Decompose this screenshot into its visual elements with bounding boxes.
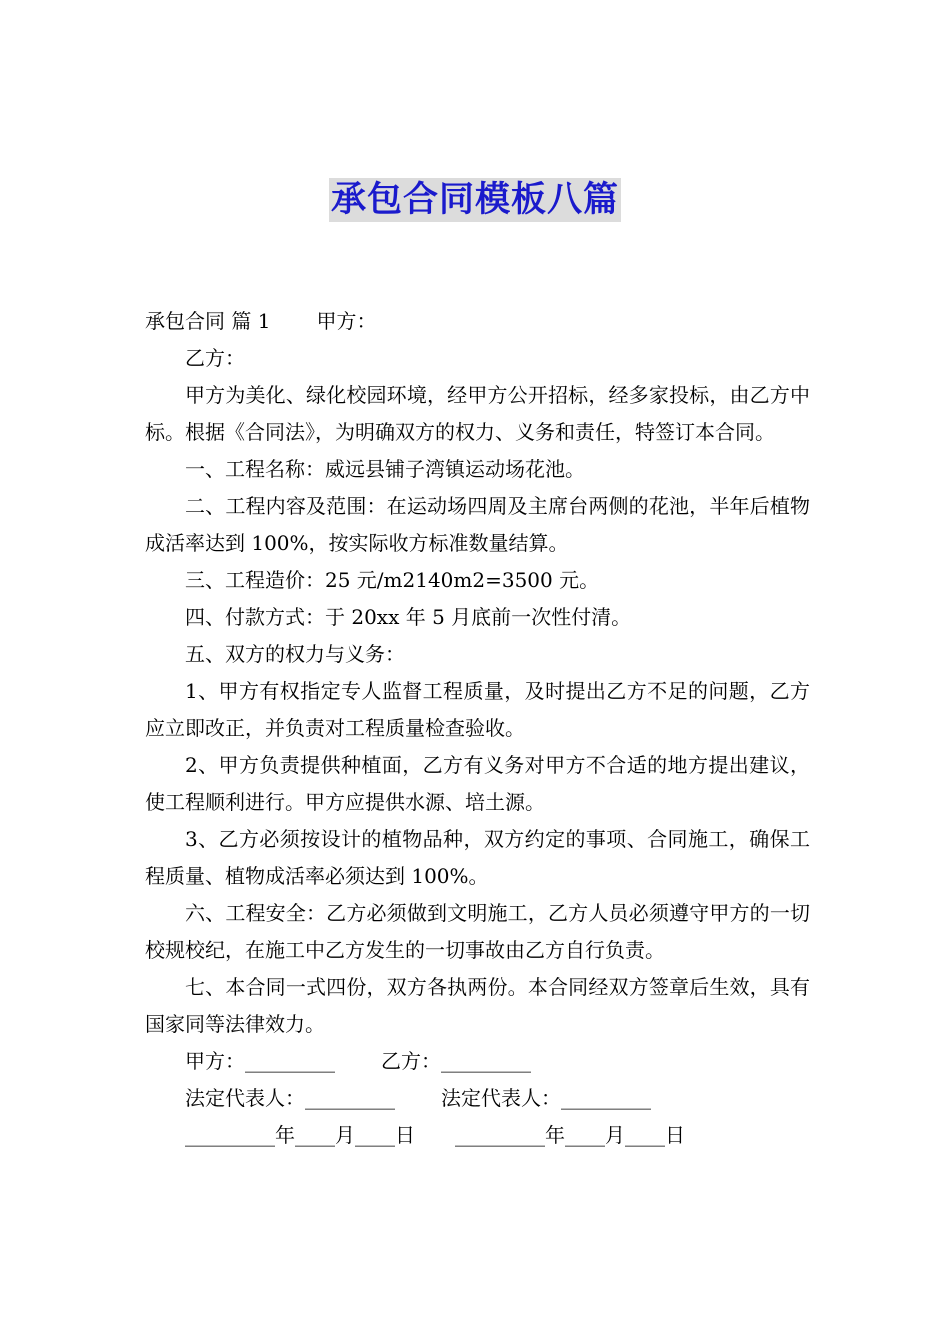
title-block [0, 178, 950, 222]
signature-date-a: _________年____月____日 [185, 1123, 415, 1147]
paragraph: 二、工程内容及范围：在运动场四周及主席台两侧的花池，半年后植物成活率达到 100%，按实际收方标准数量结算。 [145, 494, 810, 555]
signature-rep-a: 法定代表人：_________ [185, 1086, 395, 1110]
paragraph: 1、甲方有权指定专人监督工程质量，及时提出乙方不足的问题，乙方应立即改正，并负责对工程质量检查验收。 [145, 679, 810, 740]
document-body [145, 303, 810, 1154]
signature-party-a: 甲方：_________ [185, 1049, 335, 1073]
signature-dates [145, 1117, 810, 1154]
document-title: 承包合同模板八篇 [330, 180, 619, 220]
section-heading [145, 303, 810, 340]
signature-representatives [145, 1080, 810, 1117]
paragraph: 三、工程造价：25 元/m2140m2=3500 元。 [185, 568, 600, 592]
party-a-label: 甲方： [316, 309, 377, 333]
paragraph: 七、本合同一式四份，双方各执两份。本合同经双方签章后生效，具有国家同等法律效力。 [145, 975, 810, 1036]
paragraph: 3、乙方必须按设计的植物品种，双方约定的事项、合同施工，确保工程质量、植物成活率必须达到 100%。 [145, 827, 810, 888]
paragraph: 六、工程安全：乙方必须做到文明施工，乙方人员必须遵守甲方的一切校规校纪，在施工中乙方发生的一切事故由乙方自行负责。 [145, 901, 810, 962]
signature-parties [145, 1043, 810, 1080]
paragraph: 一、工程名称：威远县铺子湾镇运动场花池。 [185, 457, 585, 481]
signature-party-b: 乙方：_________ [381, 1049, 531, 1073]
contract-number: 承包合同 篇 1 [145, 309, 271, 333]
paragraph: 2、甲方负责提供种植面，乙方有义务对甲方不合适的地方提出建议，使工程顺利进行。甲方应提供水源、培土源。 [145, 753, 810, 814]
paragraph: 甲方为美化、绿化校园环境，经甲方公开招标，经多家投标，由乙方中标。根据《合同法》，为明确双方的权力、义务和责任，特签订本合同。 [145, 383, 810, 444]
paragraph: 乙方： [185, 346, 245, 370]
signature-date-b: _________年____月____日 [455, 1123, 685, 1147]
paragraph: 五、双方的权力与义务： [185, 642, 405, 666]
paragraph: 四、付款方式：于 20xx 年 5 月底前一次性付清。 [185, 605, 632, 629]
signature-rep-b: 法定代表人：_________ [441, 1086, 651, 1110]
